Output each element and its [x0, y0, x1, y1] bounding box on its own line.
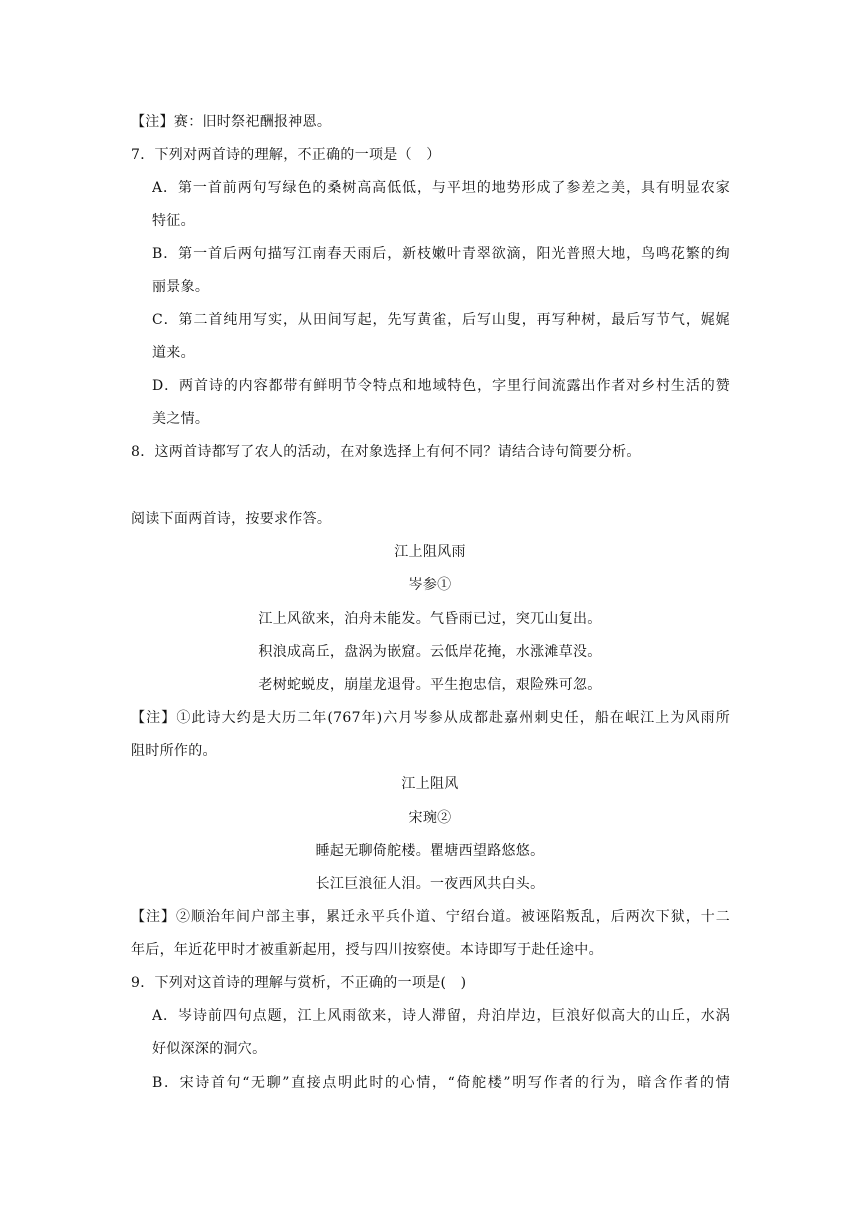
question-9-option-a-line2: 好似深深的洞穴。 [152, 1041, 267, 1057]
question-7-option-b-line2: 丽景象。 [152, 279, 210, 295]
poem-1-line-2: 积浪成高丘，盘涡为嵌窟。云低岸花掩，水涨滩草没。 [258, 644, 602, 660]
poem-1-line-1: 江上风欲来，泊舟未能发。气昏雨已过，突兀山复出。 [258, 611, 602, 627]
question-7-option-d-line1: D．两首诗的内容都带有鲜明节令特点和地域特色，字里行间流露出作者对乡村生活的赞 [152, 378, 730, 394]
poem-2-line-1: 睡起无聊倚舵楼。瞿塘西望路悠悠。 [315, 843, 545, 859]
note-cen-shen-line2: 阻时所作的。 [131, 743, 217, 759]
poem-2-title: 江上阻风 [401, 776, 459, 792]
poem-2-author: 宋琬② [408, 810, 452, 826]
note-song-wan-line2: 年后，年近花甲时才被重新起用，授与四川按察使。本诗即写于赴任途中。 [131, 942, 603, 958]
question-7-stem: 7．下列对两首诗的理解，不正确的一项是（ ） [131, 147, 441, 163]
reading-intro: 阅读下面两首诗，按要求作答。 [131, 511, 332, 527]
question-7-option-c-line1: C．第二首纯用写实，从田间写起，先写黄雀，后写山叟，再写种树，最后写节气，娓娓 [152, 312, 730, 328]
poem-1-author: 岑参① [408, 577, 452, 593]
question-7-option-d-line2: 美之情。 [152, 411, 210, 427]
question-9-stem: 9．下列对这首诗的理解与赏析，不正确的一项是( ) [131, 975, 467, 991]
poem-2-line-2: 长江巨浪征人泪。一夜西风共白头。 [315, 876, 545, 892]
question-7-option-b-line1: B．第一首后两句描写江南春天雨后，新枝嫩叶青翠欲滴，阳光普照大地，鸟鸣花繁的绚 [152, 246, 730, 262]
poem-1-line-3: 老树蛇蜕皮，崩崖龙退骨。平生抱忠信，艰险殊可忽。 [258, 677, 602, 693]
poem-1-title: 江上阻风雨 [394, 544, 466, 560]
question-8: 8．这两首诗都写了农人的活动，在对象选择上有何不同？请结合诗句简要分析。 [131, 444, 641, 460]
note-sai: 【注】赛：旧时祭祀酬报神恩。 [131, 114, 332, 130]
note-song-wan-line1: 【注】②顺治年间户部主事，累迁永平兵仆道、宁绍台道。被诬陷叛乱，后两次下狱，十二 [131, 909, 730, 925]
question-7-option-a-line2: 特征。 [152, 213, 195, 229]
question-7-option-c-line2: 道来。 [152, 345, 195, 361]
note-cen-shen-line1: 【注】①此诗大约是大历二年(767年)六月岑参从成都赴嘉州刺史任，船在岷江上为风雨所 [131, 710, 730, 726]
question-9-option-b-line1: B．宋诗首句“无聊”直接点明此时的心情，“倚舵楼”明写作者的行为，暗含作者的情 [152, 1075, 730, 1091]
question-9-option-a-line1: A．岑诗前四句点题，江上风雨欲来，诗人滞留，舟泊岸边，巨浪好似高大的山丘，水涡 [152, 1008, 730, 1024]
question-7-option-a-line1: A．第一首前两句写绿色的桑树高高低低，与平坦的地势形成了参差之美，具有明显农家 [152, 180, 730, 196]
